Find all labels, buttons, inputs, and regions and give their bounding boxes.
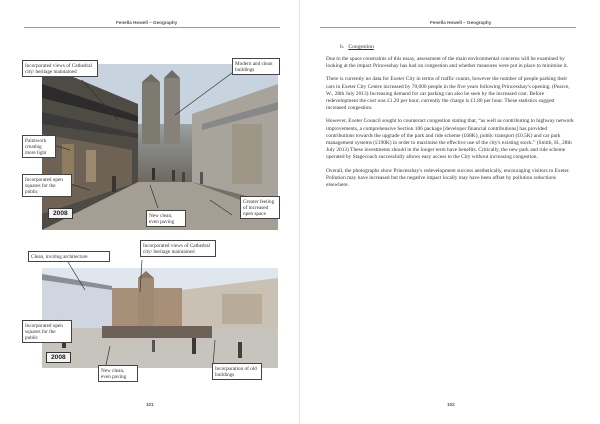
- photo1-year-badge: 2008: [48, 208, 73, 219]
- right-page: [300, 0, 600, 424]
- left-page-header: Fenella Howell – Geography: [116, 20, 178, 25]
- label-open-squares: Incorporated open squares for the public: [22, 174, 72, 197]
- photo2-year-badge: 2008: [46, 352, 71, 363]
- paragraph-council: However, Exeter Council sought to counteract congestion stating that, “as well as contributing to highway network improvements, a comprehensive Section 106 package [developer financial contributions] has provided contributions towards the upgrade of the park and ride scheme (£68K), public transport (£0.5K) and car park management systems (£190K) in order to maximise the effective use of the city's existing stock.” (Smith, H., 28th July 2013) These investments should in the longer term have benefits. Critically, the new park and ride scheme operated by Stagecoach successfully allows easy access to the City without increasing congestion.: [326, 118, 574, 161]
- section-title: Congestion: [348, 44, 374, 50]
- section-letter: b.: [340, 44, 345, 50]
- label-open-space: Greater feeling of increased open space: [240, 196, 280, 219]
- right-page-header: Fenella Howell – Geography: [430, 20, 492, 25]
- left-header-rule: [24, 27, 280, 28]
- label-modern-buildings: Modern and clean buildings: [232, 58, 280, 75]
- right-page-number: 102: [447, 402, 455, 407]
- square-photo: [42, 268, 278, 368]
- section-heading: [340, 44, 374, 50]
- right-header-rule: [320, 27, 576, 28]
- label-cathedral-views-2: Incorporated views of Cathedral city/ heritage maintained: [140, 240, 216, 257]
- paragraph-parking: There is currently no data for Exeter City in terms of traffic counts, however the number of people parking their cars in Exeter City Centre increased by 70,000 people in the five years following Princesshay's opening. (Pearce, W., 28th July 2013) Increasing demand for car parking can also be seen by the increased cost. Before redevelopment the cost was £1.20 per hour, currently the charge is £1.80 per hour. These statistics suggest increased congestion.: [326, 76, 570, 112]
- label-even-paving: New clean, even paving: [146, 210, 186, 227]
- left-page-number: 101: [146, 402, 154, 407]
- body-text: [326, 56, 576, 195]
- label-paintwork-light: Paintwork creating more light: [22, 135, 56, 158]
- paragraph-overall: Overall, the photographs show Princesshay's redevelopment success aesthetically, encouraging visitors to Exeter. Pollution may have increased but the negative impact locally may have been offset by pollution reductions elsewhere.: [326, 167, 570, 189]
- label-cathedral-views: Incorporated views of Cathedral city/ heritage maintained: [22, 60, 98, 77]
- label-open-squares-2: Incorporated open squares for the public: [22, 320, 72, 343]
- label-even-paving-2: New clean, even paving: [98, 365, 138, 382]
- label-old-buildings: Incorporation of old buildings: [212, 363, 262, 380]
- square-photo-drawing: [42, 268, 278, 368]
- label-inviting-architecture: Clean, inviting architecture: [28, 251, 110, 262]
- paragraph-intro: Due to the space constraints of this essay, assessment of the main environmental concerns will be examined by looking at the impact Princesshay has had on congestion and whether measures were put in place to minimise it.: [326, 56, 569, 70]
